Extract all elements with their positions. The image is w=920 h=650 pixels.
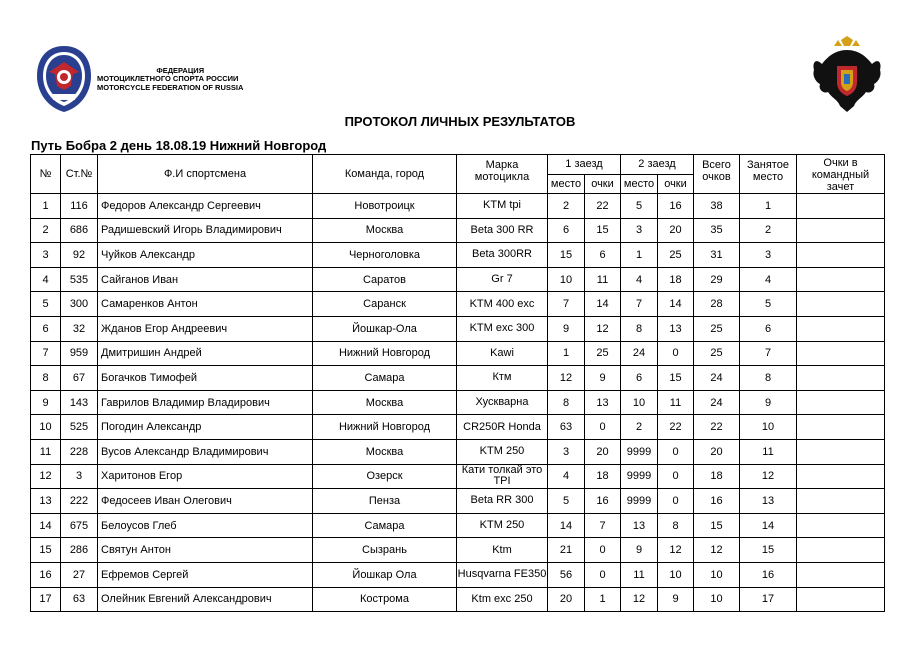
start-num-cell: 535 (61, 267, 98, 292)
num-cell: 13 (31, 489, 61, 514)
bike-cell (457, 587, 548, 612)
place-cell: 7 (740, 341, 797, 366)
team-cell: Озерск (313, 464, 457, 489)
race1-points-cell: 11 (585, 267, 621, 292)
team-cell: Москва (313, 390, 457, 415)
race2-points-cell: 8 (658, 513, 694, 538)
total-cell: 10 (694, 562, 740, 587)
start-num-cell: 3 (61, 464, 98, 489)
bike-text: KTM 250 (479, 520, 525, 532)
team-points-cell (797, 587, 885, 612)
bike-text: Kawi (490, 347, 514, 359)
bike-cell (457, 341, 548, 366)
header-race2-place: место (621, 174, 658, 194)
num-cell: 17 (31, 587, 61, 612)
bike-text: Хускварна (475, 397, 529, 409)
place-cell: 5 (740, 292, 797, 317)
bike-cell (457, 292, 548, 317)
team-points-cell (797, 562, 885, 587)
race1-points-cell: 18 (585, 464, 621, 489)
race2-points-cell: 16 (658, 194, 694, 219)
num-cell: 5 (31, 292, 61, 317)
race2-place-cell: 4 (621, 267, 658, 292)
team-points-cell (797, 489, 885, 514)
team-cell: Москва (313, 218, 457, 243)
total-cell: 25 (694, 316, 740, 341)
team-points-cell (797, 267, 885, 292)
bike-text: Beta RR 300 (470, 495, 534, 507)
bike-cell (457, 538, 548, 563)
team-points-cell (797, 464, 885, 489)
table-row (31, 587, 885, 612)
header-team: Команда, город (313, 155, 457, 194)
race1-place-cell: 4 (548, 464, 585, 489)
num-cell: 15 (31, 538, 61, 563)
table-row (31, 489, 885, 514)
place-cell: 4 (740, 267, 797, 292)
bike-cell (457, 464, 548, 489)
start-num-cell: 686 (61, 218, 98, 243)
place-cell: 14 (740, 513, 797, 538)
start-num-cell: 675 (61, 513, 98, 538)
num-cell: 4 (31, 267, 61, 292)
race1-place-cell: 1 (548, 341, 585, 366)
team-points-cell (797, 194, 885, 219)
race2-points-cell: 15 (658, 366, 694, 391)
race1-place-cell: 15 (548, 243, 585, 268)
num-cell: 6 (31, 316, 61, 341)
race1-points-cell: 9 (585, 366, 621, 391)
team-points-cell (797, 538, 885, 563)
start-num-cell: 27 (61, 562, 98, 587)
race1-place-cell: 9 (548, 316, 585, 341)
name-cell: Святун Антон (98, 538, 313, 563)
race1-points-cell: 14 (585, 292, 621, 317)
race2-place-cell: 8 (621, 316, 658, 341)
race1-points-cell: 25 (585, 341, 621, 366)
name-cell: Самаренков Антон (98, 292, 313, 317)
race2-points-cell: 10 (658, 562, 694, 587)
team-points-cell (797, 316, 885, 341)
team-points-cell (797, 292, 885, 317)
start-num-cell: 92 (61, 243, 98, 268)
race1-place-cell: 6 (548, 218, 585, 243)
team-points-cell (797, 341, 885, 366)
team-points-cell (797, 243, 885, 268)
race2-place-cell: 24 (621, 341, 658, 366)
federation-line-2: МОТОЦИКЛЕТНОГО СПОРТА РОССИИ (97, 74, 239, 84)
bike-text: Husqvarna FE350 (457, 569, 547, 581)
num-cell: 14 (31, 513, 61, 538)
federation-name (97, 67, 243, 92)
race2-place-cell: 10 (621, 390, 658, 415)
header-start-num: Ст.№ (61, 155, 98, 194)
num-cell: 10 (31, 415, 61, 440)
table-row (31, 292, 885, 317)
race1-points-cell: 15 (585, 218, 621, 243)
num-cell: 11 (31, 439, 61, 464)
num-cell: 3 (31, 243, 61, 268)
race2-place-cell: 9 (621, 538, 658, 563)
race2-points-cell: 0 (658, 489, 694, 514)
total-cell: 28 (694, 292, 740, 317)
header-place: Занятое место (740, 155, 797, 194)
name-cell: Богачков Тимофей (98, 366, 313, 391)
bike-cell (457, 243, 548, 268)
header-bike: Марка мотоцикла (457, 155, 548, 194)
bike-text: KTM 250 (479, 446, 525, 458)
bike-cell (457, 489, 548, 514)
table-row (31, 390, 885, 415)
race2-place-cell: 1 (621, 243, 658, 268)
team-cell: Москва (313, 439, 457, 464)
team-cell: Новотроицк (313, 194, 457, 219)
total-cell: 29 (694, 267, 740, 292)
race2-place-cell: 7 (621, 292, 658, 317)
table-row (31, 218, 885, 243)
race1-points-cell: 13 (585, 390, 621, 415)
race2-points-cell: 22 (658, 415, 694, 440)
header-race1-place: место (548, 174, 585, 194)
header-race1-points: очки (585, 174, 621, 194)
race2-points-cell: 12 (658, 538, 694, 563)
bike-text: Ktm exc 250 (471, 593, 533, 605)
table-row (31, 267, 885, 292)
race1-place-cell: 63 (548, 415, 585, 440)
bike-cell (457, 439, 548, 464)
total-cell: 25 (694, 341, 740, 366)
header-race2-points: очки (658, 174, 694, 194)
name-cell: Гаврилов Владимир Владирович (98, 390, 313, 415)
bike-text: Ktm (492, 544, 512, 556)
race1-place-cell: 7 (548, 292, 585, 317)
event-subtitle: Путь Бобра 2 день 18.08.19 Нижний Новгород (31, 138, 327, 153)
race1-place-cell: 20 (548, 587, 585, 612)
race2-place-cell: 9999 (621, 439, 658, 464)
race2-place-cell: 9999 (621, 489, 658, 514)
team-points-cell (797, 513, 885, 538)
header-race1: 1 заезд (548, 155, 621, 175)
bike-cell (457, 415, 548, 440)
bike-text: KTM 400 exc (469, 298, 535, 310)
race2-points-cell: 0 (658, 341, 694, 366)
race2-points-cell: 18 (658, 267, 694, 292)
start-num-cell: 222 (61, 489, 98, 514)
team-points-cell (797, 218, 885, 243)
num-cell: 1 (31, 194, 61, 219)
race2-points-cell: 25 (658, 243, 694, 268)
race2-points-cell: 13 (658, 316, 694, 341)
race1-points-cell: 20 (585, 439, 621, 464)
place-cell: 9 (740, 390, 797, 415)
name-cell: Ефремов Сергей (98, 562, 313, 587)
race1-points-cell: 22 (585, 194, 621, 219)
russian-coat-of-arms-icon (810, 36, 884, 114)
place-cell: 13 (740, 489, 797, 514)
race2-points-cell: 11 (658, 390, 694, 415)
header-num: № (31, 155, 61, 194)
team-points-cell (797, 366, 885, 391)
team-cell: Саранск (313, 292, 457, 317)
bike-text: Ктм (492, 372, 512, 384)
race1-points-cell: 0 (585, 415, 621, 440)
start-num-cell: 143 (61, 390, 98, 415)
race2-points-cell: 20 (658, 218, 694, 243)
name-cell: Погодин Александр (98, 415, 313, 440)
total-cell: 31 (694, 243, 740, 268)
federation-logo-icon (35, 44, 93, 114)
name-cell: Радишевский Игорь Владимирович (98, 218, 313, 243)
race2-place-cell: 13 (621, 513, 658, 538)
start-num-cell: 116 (61, 194, 98, 219)
total-cell: 22 (694, 415, 740, 440)
total-cell: 38 (694, 194, 740, 219)
bike-text: Gr 7 (491, 274, 513, 286)
race1-place-cell: 21 (548, 538, 585, 563)
name-cell: Федосеев Иван Олегович (98, 489, 313, 514)
bike-cell (457, 194, 548, 219)
race1-points-cell: 6 (585, 243, 621, 268)
race2-points-cell: 0 (658, 439, 694, 464)
table-row (31, 194, 885, 219)
table-row (31, 316, 885, 341)
bike-cell (457, 316, 548, 341)
start-num-cell: 525 (61, 415, 98, 440)
name-cell: Белоусов Глеб (98, 513, 313, 538)
start-num-cell: 63 (61, 587, 98, 612)
race2-place-cell: 12 (621, 587, 658, 612)
num-cell: 8 (31, 366, 61, 391)
team-cell: Саратов (313, 267, 457, 292)
bike-text: Beta 300 RR (470, 224, 534, 236)
name-cell: Олейник Евгений Александрович (98, 587, 313, 612)
race2-place-cell: 5 (621, 194, 658, 219)
table-row (31, 513, 885, 538)
team-cell: Самара (313, 513, 457, 538)
name-cell: Чуйков Александр (98, 243, 313, 268)
header-total: Всего очков (694, 155, 740, 194)
place-cell: 2 (740, 218, 797, 243)
start-num-cell: 300 (61, 292, 98, 317)
table-row (31, 415, 885, 440)
place-cell: 16 (740, 562, 797, 587)
team-points-cell (797, 390, 885, 415)
total-cell: 16 (694, 489, 740, 514)
race1-place-cell: 14 (548, 513, 585, 538)
header-name: Ф.И спортсмена (98, 155, 313, 194)
race1-points-cell: 7 (585, 513, 621, 538)
bike-text: Кати толкай это TPI (461, 465, 543, 488)
bike-cell (457, 218, 548, 243)
team-points-cell (797, 439, 885, 464)
team-cell: Сызрань (313, 538, 457, 563)
num-cell: 2 (31, 218, 61, 243)
place-cell: 1 (740, 194, 797, 219)
team-cell: Нижний Новгород (313, 415, 457, 440)
total-cell: 10 (694, 587, 740, 612)
place-cell: 6 (740, 316, 797, 341)
total-cell: 24 (694, 366, 740, 391)
team-points-cell (797, 415, 885, 440)
race1-place-cell: 2 (548, 194, 585, 219)
team-cell: Кострома (313, 587, 457, 612)
total-cell: 15 (694, 513, 740, 538)
table-row (31, 562, 885, 587)
table-row (31, 439, 885, 464)
start-num-cell: 286 (61, 538, 98, 563)
total-cell: 20 (694, 439, 740, 464)
table-row (31, 243, 885, 268)
name-cell: Дмитришин Андрей (98, 341, 313, 366)
race1-points-cell: 12 (585, 316, 621, 341)
race1-points-cell: 16 (585, 489, 621, 514)
race2-place-cell: 9999 (621, 464, 658, 489)
place-cell: 12 (740, 464, 797, 489)
team-cell: Черноголовка (313, 243, 457, 268)
race1-place-cell: 8 (548, 390, 585, 415)
start-num-cell: 67 (61, 366, 98, 391)
name-cell: Харитонов Егор (98, 464, 313, 489)
num-cell: 12 (31, 464, 61, 489)
race2-place-cell: 6 (621, 366, 658, 391)
name-cell: Сайганов Иван (98, 267, 313, 292)
federation-line-3: MOTORCYCLE FEDERATION OF RUSSIA (97, 82, 244, 92)
race2-place-cell: 11 (621, 562, 658, 587)
race2-points-cell: 14 (658, 292, 694, 317)
name-cell: Жданов Егор Андреевич (98, 316, 313, 341)
table-row (31, 366, 885, 391)
place-cell: 10 (740, 415, 797, 440)
race1-points-cell: 0 (585, 538, 621, 563)
bike-text: Beta 300RR (472, 249, 532, 261)
header-team-points: Очки в командный зачет (797, 155, 885, 194)
total-cell: 24 (694, 390, 740, 415)
race1-points-cell: 0 (585, 562, 621, 587)
federation-line-1: ФЕДЕРАЦИЯ (156, 66, 205, 75)
bike-cell (457, 267, 548, 292)
bike-text: KTM exc 300 (469, 323, 535, 335)
page-title: ПРОТОКОЛ ЛИЧНЫХ РЕЗУЛЬТАТОВ (344, 114, 576, 129)
race2-points-cell: 0 (658, 464, 694, 489)
start-num-cell: 959 (61, 341, 98, 366)
race2-place-cell: 3 (621, 218, 658, 243)
race1-place-cell: 10 (548, 267, 585, 292)
num-cell: 16 (31, 562, 61, 587)
bike-text: KTM tpi (483, 200, 521, 212)
team-cell: Пенза (313, 489, 457, 514)
race2-place-cell: 2 (621, 415, 658, 440)
race1-place-cell: 3 (548, 439, 585, 464)
total-cell: 18 (694, 464, 740, 489)
bike-cell (457, 366, 548, 391)
num-cell: 9 (31, 390, 61, 415)
name-cell: Федоров Александр Сергеевич (98, 194, 313, 219)
start-num-cell: 228 (61, 439, 98, 464)
results-table (30, 154, 885, 612)
num-cell: 7 (31, 341, 61, 366)
bike-cell (457, 513, 548, 538)
total-cell: 35 (694, 218, 740, 243)
race2-points-cell: 9 (658, 587, 694, 612)
table-row (31, 538, 885, 563)
total-cell: 12 (694, 538, 740, 563)
place-cell: 8 (740, 366, 797, 391)
bike-text: CR250R Honda (463, 421, 541, 433)
place-cell: 17 (740, 587, 797, 612)
start-num-cell: 32 (61, 316, 98, 341)
header-race2: 2 заезд (621, 155, 694, 175)
team-cell: Нижний Новгород (313, 341, 457, 366)
bike-cell (457, 390, 548, 415)
place-cell: 15 (740, 538, 797, 563)
table-row (31, 341, 885, 366)
race1-place-cell: 12 (548, 366, 585, 391)
bike-cell (457, 562, 548, 587)
race1-place-cell: 5 (548, 489, 585, 514)
table-row (31, 464, 885, 489)
place-cell: 11 (740, 439, 797, 464)
name-cell: Вусов Александр Владимирович (98, 439, 313, 464)
team-cell: Йошкар-Ола (313, 316, 457, 341)
place-cell: 3 (740, 243, 797, 268)
race1-place-cell: 56 (548, 562, 585, 587)
race1-points-cell: 1 (585, 587, 621, 612)
team-cell: Йошкар Ола (313, 562, 457, 587)
team-cell: Самара (313, 366, 457, 391)
